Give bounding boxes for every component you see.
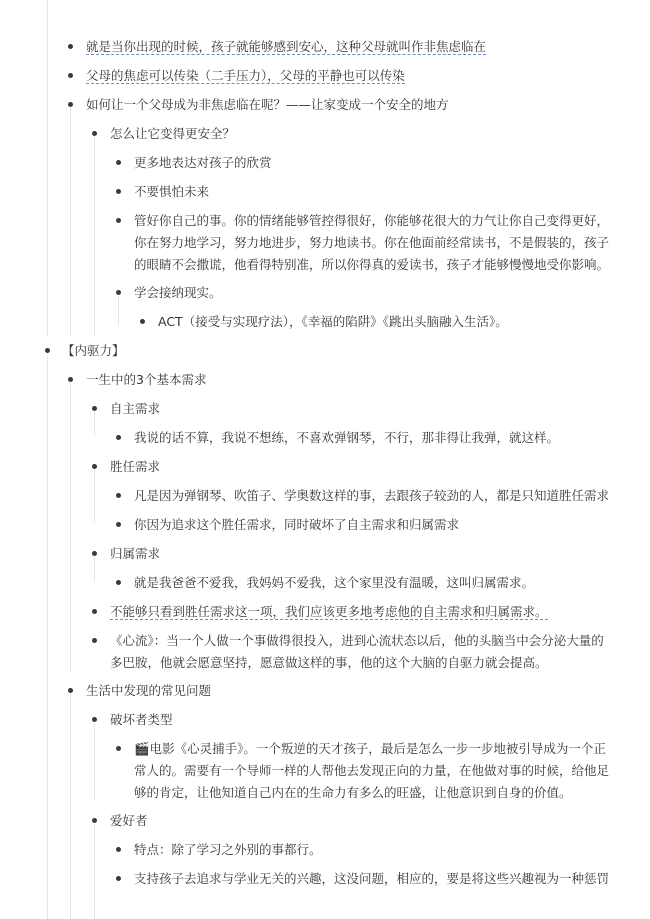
bullet-dot	[92, 131, 97, 136]
list-item-text: 不要惧怕未来	[134, 184, 210, 199]
bullet-dot	[116, 580, 121, 585]
bullet-dot	[68, 73, 73, 78]
list-item-text: 管好你自己的事。你的情绪能够管控得很好，你能够花很大的力气让你自己变得更好，	[134, 213, 610, 228]
list-item-text: 学会接纳现实。	[134, 285, 222, 300]
bullet-dot	[116, 435, 121, 440]
indent-guide	[70, 383, 71, 673]
bullet-dot	[116, 746, 121, 751]
list-item-text: 归属需求	[110, 546, 161, 561]
bullet-dot	[116, 847, 121, 852]
bullet-dot	[68, 44, 73, 49]
indent-guide	[94, 824, 95, 919]
bullet-dot	[92, 406, 97, 411]
list-item-text: 你在努力地学习，努力地进步，努力地读书。你在他面前经常读书，不是假装的，孩子	[134, 235, 610, 250]
list-item-text: 父母的焦虑可以传染（二手压力），父母的平静也可以传染	[86, 68, 405, 83]
list-item-text: 【内驱力】	[62, 343, 125, 358]
list-item-text: 你因为追求这个胜任需求，同时破坏了自主需求和归属需求	[134, 517, 460, 532]
list-item-text: 够的肯定，让他知道自己内在的生命力有多么的旺盛，让他意识到自身的价值。	[134, 785, 572, 800]
bullet-dot	[116, 493, 121, 498]
bullet-dot	[116, 290, 121, 295]
list-item-text: 如何让一个父母成为非焦虑临在呢？——让家变成一个安全的地方	[86, 97, 449, 112]
list-item-text: ACT（接受与实现疗法），《幸福的陷阱》《跳出头脑融入生活》。	[158, 314, 508, 329]
indent-guide	[94, 137, 95, 335]
indent-guide	[94, 412, 95, 436]
bullet-dot	[92, 717, 97, 722]
list-item-text: 特点：除了学习之外别的事都行。	[134, 842, 322, 857]
indent-guide	[47, 355, 48, 919]
list-item-text: 的眼睛不会撒谎，他看得特别准，所以你得真的爱读书，孩子才能够慢慢地受你影响。	[134, 257, 610, 272]
indent-guide	[47, 0, 48, 335]
list-item-text: 怎么让它变得更安全？	[110, 126, 236, 141]
bullet-dot	[68, 102, 73, 107]
list-item-text: 常人的。需要有一个导师一样的人帮他去发现正向的力量，在他做对事的时候，给他足	[134, 763, 610, 778]
list-item-text: 《心流》：当一个人做一个事做得很投入，进到心流状态以后，他的头脑当中会分泌大量的	[110, 633, 604, 648]
list-item-text: 多巴胺，他就会愿意坚持，愿意做这样的事，他的这个大脑的自驱力就会提高。	[110, 655, 548, 670]
list-item-text: 破坏者类型	[110, 712, 173, 727]
bullet-dot	[116, 189, 121, 194]
list-item-text: 不能够只看到胜任需求这一项，我们应该更多地考虑他的自主需求和归属需求。	[110, 604, 548, 619]
bullet-dot	[68, 377, 73, 382]
list-item-text: 凡是因为弹钢琴、吹笛子、学奥数这样的事，去跟孩子较劲的人，都是只知道胜任需求	[134, 488, 610, 503]
bullet-dot	[116, 218, 121, 223]
list-item-text: 自主需求	[110, 401, 161, 416]
bullet-dot	[92, 551, 97, 556]
list-item-text: 一生中的3个基本需求	[86, 372, 207, 387]
bullet-dot	[92, 638, 97, 643]
bullet-dot	[116, 522, 121, 527]
indent-guide	[94, 723, 95, 801]
bullet-dot	[92, 464, 97, 469]
indent-guide	[94, 470, 95, 523]
indent-guide	[118, 296, 119, 326]
bullet-dot	[140, 319, 145, 324]
list-item-text: 🎬电影《心灵捕手》。一个叛逆的天才孩子，最后是怎么一步一步地被引导成为一个正	[134, 741, 606, 756]
bullet-dot	[116, 160, 121, 165]
list-item-text: 胜任需求	[110, 459, 161, 474]
bullet-dot	[45, 348, 50, 353]
list-item-text: 生活中发现的常见问题	[86, 683, 212, 698]
indent-guide	[70, 694, 71, 919]
bullet-dot	[116, 876, 121, 881]
list-item-text: 爱好者	[110, 813, 148, 828]
list-item-text: 就是当你出现的时候，孩子就能够感到安心，这种父母就叫作非焦虑临在	[86, 39, 487, 54]
list-item-text: 支持孩子去追求与学业无关的兴趣，这没问题，相应的，要是将这些兴趣视为一种惩罚	[134, 871, 610, 886]
list-item-text: 就是我爸爸不爱我，我妈妈不爱我，这个家里没有温暖，这叫归属需求。	[134, 575, 535, 590]
list-item-text: 我说的话不算，我说不想练，不喜欢弹钢琴，不行，那非得让我弹，就这样。	[134, 430, 560, 445]
list-item-text: 更多地表达对孩子的欣赏	[134, 155, 272, 170]
bullet-dot	[68, 688, 73, 693]
indent-guide	[94, 557, 95, 581]
bullet-dot	[92, 609, 97, 614]
indent-guide	[70, 108, 71, 335]
bullet-dot	[92, 818, 97, 823]
